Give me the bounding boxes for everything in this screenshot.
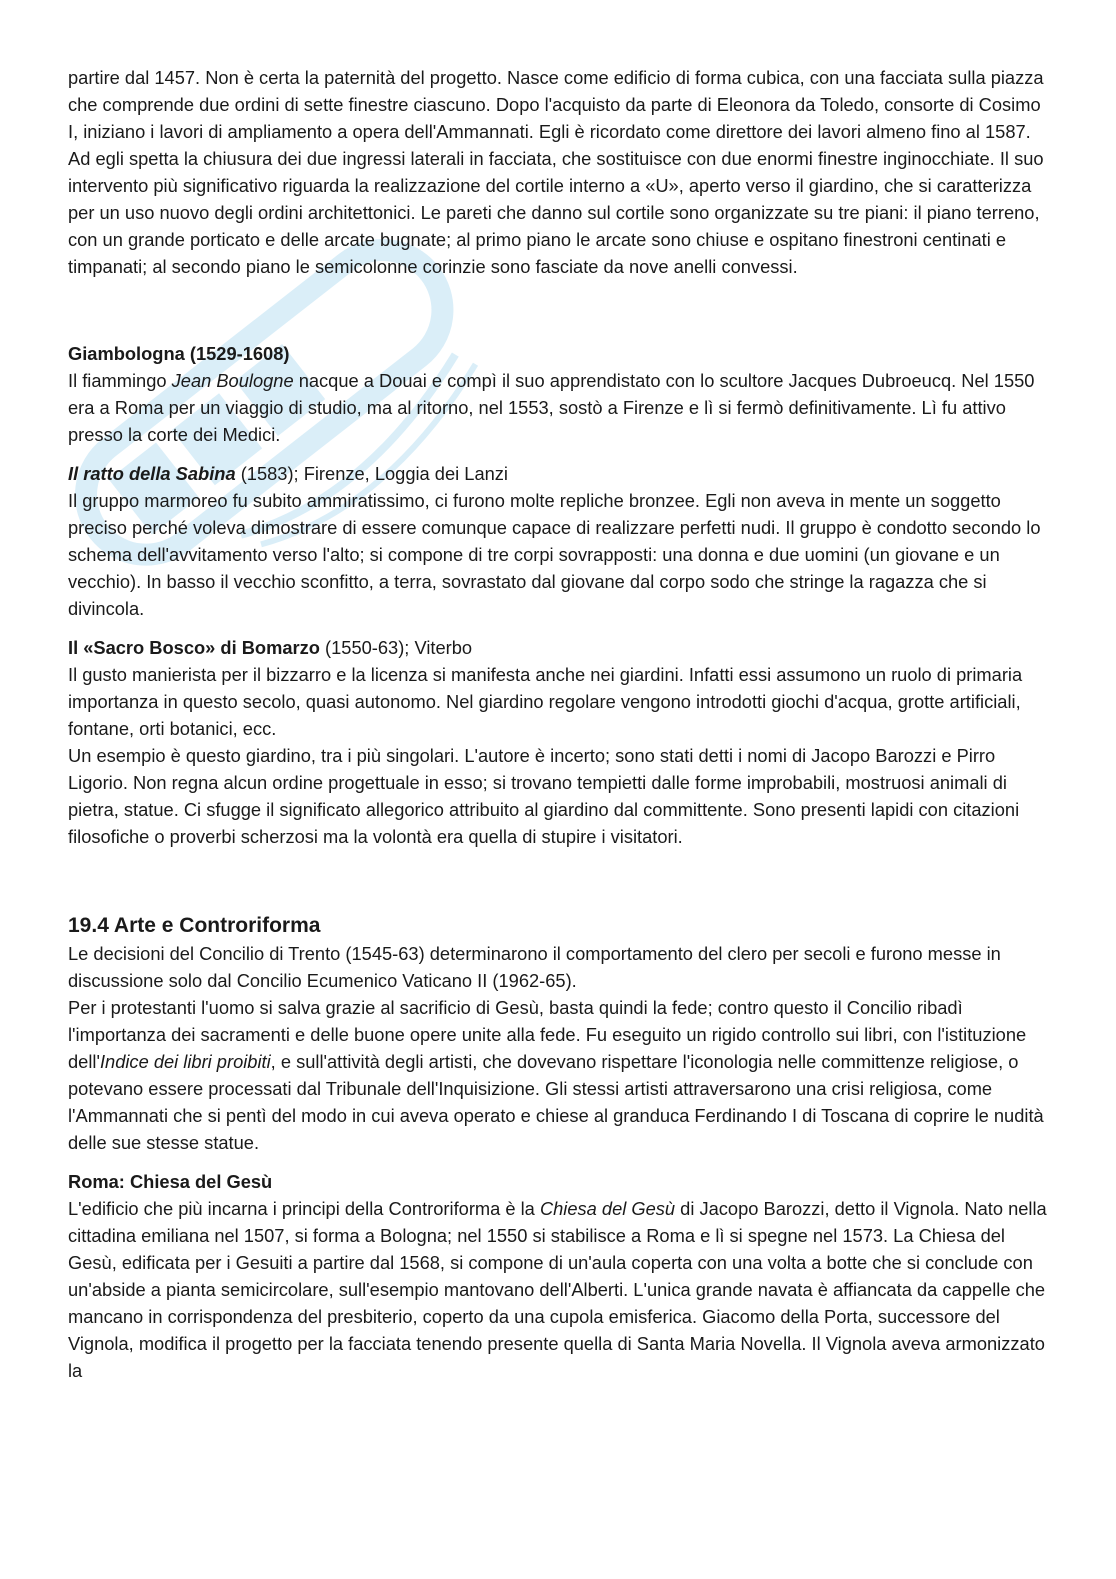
p2-prefix: Per i protestanti l'uomo si salva grazie al sacrificio di Gesù, basta quindi la fede; contro questo il Concilio ribadì l'importanza dei sacramenti e delle buone opere unite alla fede. Fu eseguito un rigido controllo sui libri, con l'istituzione dell' (68, 997, 1027, 1072)
gesu-italic: Chiesa del Gesù (539, 1198, 676, 1219)
bomarzo-title-line (68, 634, 1048, 661)
document-page (68, 64, 1048, 1384)
bomarzo-text-1: Il gusto manierista per il bizzarro e la licenza si manifesta anche nei giardini. Infatti essi assumono un ruolo di primaria importanza in questo secolo, quasi autonomo. Nel giardino regolare vengono introdotti giochi d'acqua, grotte artificiali, fontane, orti botanici, ecc. (68, 664, 1023, 739)
p2-rest: , e sull'attività degli artisti, che dovevano rispettare l'iconologia nelle committenze religiose, o potevano essere processati dal Tribunale dell'Inquisizione. Gli stessi artisti attraversarono una crisi religiosa, come l'Ammannati che si pentì del modo in cui aveva operato e chiese al granduca Ferdinando I di Toscana di coprire le nudità delle sue stesse statue. (68, 1051, 1044, 1153)
bomarzo-title: Il «Sacro Bosco» di Bomarzo (68, 637, 320, 658)
spacer (68, 280, 1048, 340)
bomarzo-text-2: Un esempio è questo giardino, tra i più singolari. L'autore è incerto; sono stati detti i nomi di Jacopo Barozzi e Pirro Ligorio. Non regna alcun ordine progettuale in esso; si trovano tempietti dalle forme improbabili, mostruosi animali di pietra, statue. Ci sfugge il significato allegorico attribuito al giardino dal committente. Sono presenti lapidi con citazioni filosofiche o proverbi scherzosi ma la volontà era quella di stupire i visitatori. (68, 745, 1020, 847)
section-heading: 19.4 Arte e Controriforma (68, 914, 321, 937)
gesu-rest: di Jacopo Barozzi, detto il Vignola. Nato nella cittadina emiliana nel 1507, si forma a Bologna; nel 1550 si stabilisce a Roma e lì si spegne nel 1573. La Chiesa del Gesù, edificata per i Gesuiti a partire dal 1568, si compone di un'aula coperta con una volta a botte che si conclude con un'abside a pianta semicircolare, sull'esempio mantovano dell'Alberti. L'unica grande navata è affiancata da cappelle che mancano in corrispondenza del presbiterio, coperto da una cupola emisferica. Giacomo della Porta, successore del Vignola, modifica il progetto per la facciata tenendo presente quella di Santa Maria Novella. Il Vignola aveva armonizzato la (68, 1198, 1047, 1381)
section-paragraph-1: Le decisioni del Concilio di Trento (1545-63) determinarono il comportamento del clero per secoli e furono messe in discussione solo dal Concilio Ecumenico Vaticano II (1962-65). (68, 943, 1001, 991)
spacer (68, 850, 1048, 912)
ratto-meta: (1583); Firenze, Loggia dei Lanzi (235, 463, 508, 484)
bio-name: Jean Boulogne (171, 370, 294, 391)
spacer (68, 448, 1048, 460)
ratto-text: Il gruppo marmoreo fu subito ammiratissimo, ci furono molte repliche bronzee. Egli non aveva in mente un soggetto preciso perché voleva dimostrare di essere comunque capace di realizzare perfetti nudi. Il gruppo è condotto secondo lo schema dell'avvitamento verso l'alto; si compone di tre corpi sovrapposti: una donna e due uomini (un giovane e un vecchio). In basso il vecchio sconfitto, a terra, sovrastato dal giovane dal corpo sodo che stringe la ragazza che si divincola. (68, 490, 1041, 619)
gesu-prefix: L'edificio che più incarna i principi della Controriforma è la (68, 1198, 540, 1219)
p2-italic: Indice dei libri proibiti (99, 1051, 271, 1072)
bio-prefix: Il fiammingo (68, 370, 172, 391)
intro-paragraph: partire dal 1457. Non è certa la paternità del progetto. Nasce come edificio di forma cubica, con una facciata sulla piazza che comprende due ordini di sette finestre ciascuno. Dopo l'acquisto da parte di Eleonora da Toledo, consorte di Cosimo I, iniziano i lavori di ampliamento a opera dell'Ammannati. Egli è ricordato come direttore dei lavori almeno fino al 1587. Ad egli spetta la chiusura dei due ingressi laterali in facciata, che sostituisce con due enormi finestre inginocchiate. Il suo intervento più significativo riguarda la realizzazione del cortile interno a «U», aperto verso il giardino, che si caratterizza per un uso nuovo degli ordini architettonici. Le pareti che danno sul cortile sono organizzate su tre piani: il piano terreno, con un grande porticato e delle arcate bugnate; al primo piano le arcate sono chiuse e ospitano finestroni centinati e timpanati; al secondo piano le semicolonne corinzie sono fasciate da nove anelli convessi. (68, 67, 1044, 277)
bio-rest: nacque a Douai e compì il suo apprendistato con lo scultore Jacques Dubroeucq. Nel 1550 era a Roma per un viaggio di studio, ma al ritorno, nel 1553, sostò a Firenze e lì si fermò definitivamente. Lì fu attivo presso la corte dei Medici. (68, 370, 1035, 445)
giambologna-heading: Giambologna (1529-1608) (68, 343, 290, 364)
spacer (68, 1156, 1048, 1168)
bomarzo-meta: (1550-63); Viterbo (319, 637, 473, 658)
section-paragraph-2 (68, 994, 1048, 1156)
gesu-text (68, 1195, 1048, 1384)
gesu-heading: Roma: Chiesa del Gesù (68, 1171, 273, 1192)
ratto-title-line (68, 460, 1048, 487)
giambologna-bio (68, 367, 1048, 448)
spacer (68, 622, 1048, 634)
ratto-title: Il ratto della Sabina (68, 463, 236, 484)
